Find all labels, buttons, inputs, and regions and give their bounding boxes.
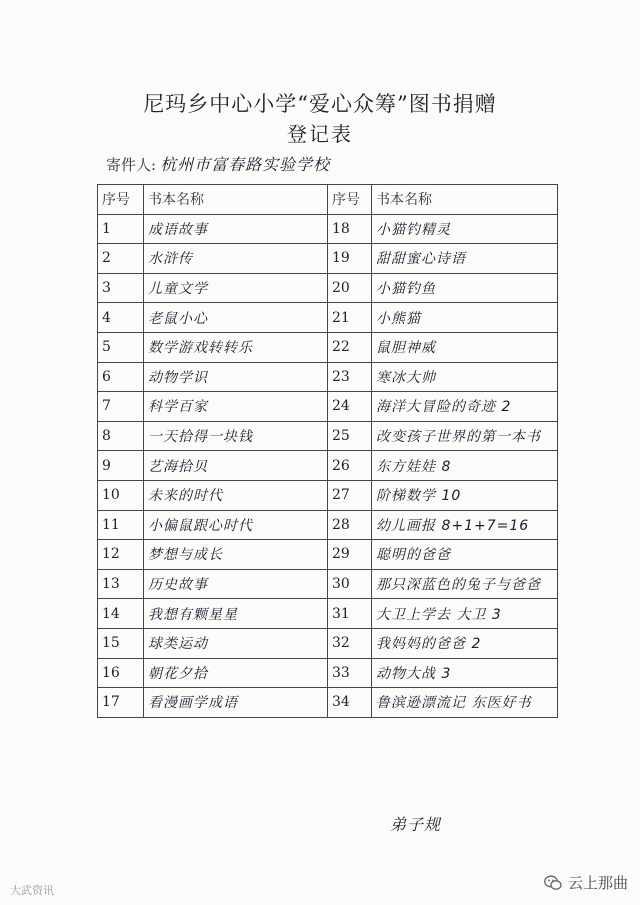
book-title-right: 小猫钓精灵 [372, 214, 558, 244]
book-title-right: 鲁滨逊漂流记 东医好书 [372, 688, 558, 718]
book-title-left: 成语故事 [144, 214, 328, 244]
book-title-right: 那只深蓝色的兔子与爸爸 [372, 569, 558, 599]
table-row [98, 569, 558, 599]
document-subtitle: 登记表 [287, 122, 353, 146]
row-number-left: 4 [98, 303, 144, 333]
book-title-left: 数学游戏转转乐 [144, 332, 328, 362]
row-number-right: 28 [328, 510, 372, 540]
row-number-right: 20 [328, 273, 372, 303]
book-title-right: 海洋大冒险的奇迹 2 [372, 392, 558, 422]
table-row [98, 332, 558, 362]
book-title-left: 历史故事 [144, 569, 328, 599]
book-title-right: 幼儿画报 8+1+7=16 [372, 510, 558, 540]
book-title-right: 阶梯数学 10 [372, 480, 558, 510]
row-number-right: 30 [328, 569, 372, 599]
table-body [98, 214, 558, 717]
sender-line [106, 152, 330, 175]
row-number-left: 1 [98, 214, 144, 244]
row-number-right: 34 [328, 688, 372, 718]
book-title-left: 看漫画学成语 [144, 688, 328, 718]
book-title-left: 未来的时代 [144, 480, 328, 510]
row-number-right: 23 [328, 362, 372, 392]
table-row [98, 392, 558, 422]
book-title-left: 小偏鼠跟心时代 [144, 510, 328, 540]
book-title-right: 寒冰大帅 [372, 362, 558, 392]
table-row [98, 510, 558, 540]
table-row [98, 273, 558, 303]
row-number-left: 7 [98, 392, 144, 422]
book-title-right: 改变孩子世界的第一本书 [372, 421, 558, 451]
row-number-left: 8 [98, 421, 144, 451]
book-title-left: 一天拾得一块钱 [144, 421, 328, 451]
table-row [98, 599, 558, 629]
table-row [98, 244, 558, 274]
table-row [98, 421, 558, 451]
book-title-right: 东方娃娃 8 [372, 451, 558, 481]
table-row [98, 688, 558, 718]
book-title-right: 鼠胆神威 [372, 332, 558, 362]
document-title: 尼玛乡中心小学“爱心众筹”图书捐赠 [143, 92, 497, 116]
book-title-left: 朝花夕拾 [144, 658, 328, 688]
row-number-right: 21 [328, 303, 372, 333]
row-number-left: 17 [98, 688, 144, 718]
registration-table [97, 184, 558, 718]
row-number-left: 9 [98, 451, 144, 481]
row-number-right: 25 [328, 421, 372, 451]
row-number-right: 29 [328, 540, 372, 570]
book-title-left: 科学百家 [144, 392, 328, 422]
wechat-icon [544, 875, 562, 891]
row-number-right: 27 [328, 480, 372, 510]
watermark-left: 大武资讯 [10, 884, 54, 897]
row-number-left: 3 [98, 273, 144, 303]
table-row [98, 658, 558, 688]
row-number-right: 26 [328, 451, 372, 481]
book-title-right: 大卫上学去 大卫 3 [372, 599, 558, 629]
row-number-right: 18 [328, 214, 372, 244]
source-label [544, 872, 628, 893]
book-title-right: 我妈妈的爸爸 2 [372, 628, 558, 658]
row-number-left: 13 [98, 569, 144, 599]
row-number-left: 5 [98, 332, 144, 362]
extra-note: 弟子规 [390, 815, 442, 834]
row-number-left: 14 [98, 599, 144, 629]
row-number-right: 24 [328, 392, 372, 422]
row-number-left: 11 [98, 510, 144, 540]
book-title-left: 梦想与成长 [144, 540, 328, 570]
header-no-left: 序号 [98, 185, 144, 215]
table-row [98, 540, 558, 570]
table-header-row [98, 185, 558, 215]
book-title-right: 动物大战 3 [372, 658, 558, 688]
book-title-right: 聪明的爸爸 [372, 540, 558, 570]
row-number-right: 22 [328, 332, 372, 362]
book-title-right: 小熊猫 [372, 303, 558, 333]
row-number-left: 12 [98, 540, 144, 570]
row-number-right: 32 [328, 628, 372, 658]
row-number-right: 33 [328, 658, 372, 688]
book-title-right: 甜甜蜜心诗语 [372, 244, 558, 274]
header-no-right: 序号 [328, 185, 372, 215]
row-number-right: 19 [328, 244, 372, 274]
table-row [98, 628, 558, 658]
book-title-left: 艺海拾贝 [144, 451, 328, 481]
header-name-left: 书本名称 [144, 185, 328, 215]
row-number-left: 2 [98, 244, 144, 274]
book-title-left: 老鼠小心 [144, 303, 328, 333]
book-title-left: 水浒传 [144, 244, 328, 274]
book-title-left: 我想有颗星星 [144, 599, 328, 629]
source-label-text: 云上那曲 [567, 874, 628, 892]
table-row [98, 451, 558, 481]
row-number-left: 16 [98, 658, 144, 688]
table-row [98, 214, 558, 244]
row-number-right: 31 [328, 599, 372, 629]
book-title-left: 动物学识 [144, 362, 328, 392]
book-title-right: 小猫钓鱼 [372, 273, 558, 303]
row-number-left: 6 [98, 362, 144, 392]
table-row [98, 480, 558, 510]
sender-label: 寄件人: [106, 156, 157, 174]
row-number-left: 15 [98, 628, 144, 658]
sender-value: 杭州市富春路实验学校 [160, 155, 331, 174]
header-name-right: 书本名称 [372, 185, 558, 215]
book-title-left: 球类运动 [144, 628, 328, 658]
row-number-left: 10 [98, 480, 144, 510]
table-row [98, 303, 558, 333]
table-row [98, 362, 558, 392]
book-title-left: 儿童文学 [144, 273, 328, 303]
